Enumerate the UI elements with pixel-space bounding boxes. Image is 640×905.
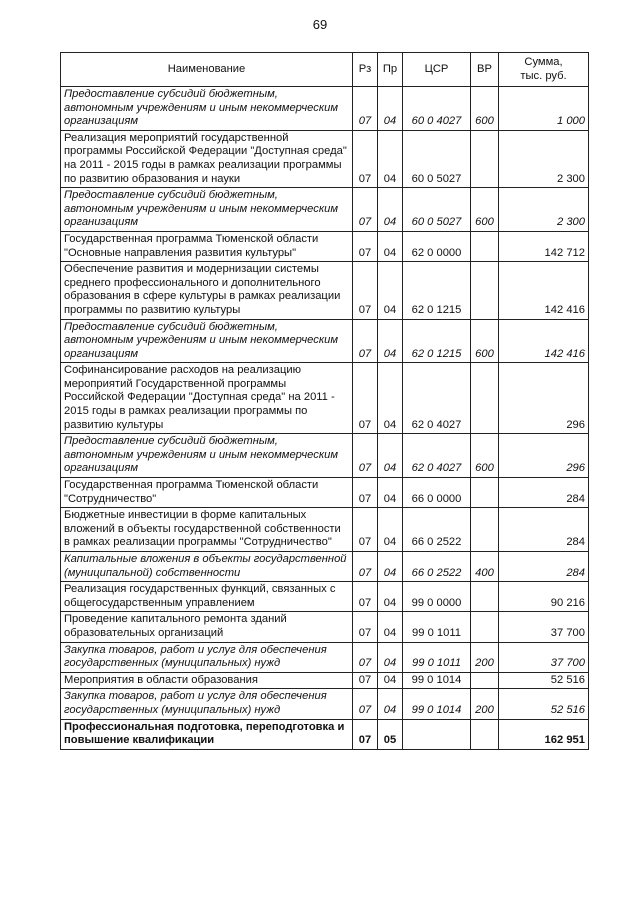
row-rz: 07 [353, 363, 378, 434]
row-sum: 52 516 [499, 689, 589, 719]
page-number: 69 [312, 17, 328, 32]
table-row [61, 582, 589, 612]
row-sum: 37 700 [499, 612, 589, 642]
row-name: Закупка товаров, работ и услуг для обеспечения государственных (муниципальных) нужд [61, 642, 353, 672]
row-sum: 2 300 [499, 188, 589, 232]
table-row [61, 319, 589, 363]
row-vr: 600 [471, 87, 499, 131]
row-pr: 05 [378, 719, 403, 749]
row-vr: 200 [471, 689, 499, 719]
row-sum: 284 [499, 478, 589, 508]
table-row [61, 231, 589, 261]
row-rz: 07 [353, 552, 378, 582]
row-pr: 04 [378, 689, 403, 719]
row-rz: 07 [353, 719, 378, 749]
row-sum: 296 [499, 434, 589, 478]
row-vr: 600 [471, 434, 499, 478]
row-csr: 99 0 1011 [403, 612, 471, 642]
row-sum: 142 712 [499, 231, 589, 261]
table-row [61, 262, 589, 319]
row-csr: 66 0 2522 [403, 552, 471, 582]
row-csr: 60 0 4027 [403, 87, 471, 131]
row-csr: 99 0 1014 [403, 672, 471, 689]
row-name: Мероприятия в области образования [61, 672, 353, 689]
budget-table [60, 52, 589, 750]
row-sum: 1 000 [499, 87, 589, 131]
row-sum: 162 951 [499, 719, 589, 749]
header-sum-line1: Сумма, [524, 55, 563, 68]
row-pr: 04 [378, 188, 403, 232]
table-row [61, 642, 589, 672]
row-pr: 04 [378, 508, 403, 552]
row-rz: 07 [353, 478, 378, 508]
row-name: Бюджетные инвестиции в форме капитальных вложений в объекты государственной собственности в рамках реализации программы "Сотрудничество" [61, 508, 353, 552]
row-csr: 62 0 4027 [403, 363, 471, 434]
row-sum: 90 216 [499, 582, 589, 612]
header-name: Наименование [61, 53, 353, 87]
row-rz: 07 [353, 262, 378, 319]
row-vr: 600 [471, 319, 499, 363]
row-rz: 07 [353, 188, 378, 232]
row-name: Предоставление субсидий бюджетным, автономным учреждениям и иным некоммерческим организациям [61, 319, 353, 363]
row-csr [403, 719, 471, 749]
row-name: Закупка товаров, работ и услуг для обеспечения государственных (муниципальных) нужд [61, 689, 353, 719]
row-rz: 07 [353, 434, 378, 478]
table-row [61, 508, 589, 552]
row-vr [471, 363, 499, 434]
table-row [61, 552, 589, 582]
row-rz: 07 [353, 672, 378, 689]
row-rz: 07 [353, 87, 378, 131]
row-vr [471, 612, 499, 642]
row-rz: 07 [353, 612, 378, 642]
row-sum: 284 [499, 552, 589, 582]
row-name: Обеспечение развития и модернизации системы среднего профессионального и дополнительного образования в сфере культуры в рамках реализации программы по развитию культуры [61, 262, 353, 319]
table-row [61, 689, 589, 719]
table-header [61, 53, 589, 87]
row-rz: 07 [353, 508, 378, 552]
header-vr: ВР [471, 53, 499, 87]
row-pr: 04 [378, 231, 403, 261]
row-name: Софинансирование расходов на реализацию мероприятий Государственной программы Российской Федерации "Доступная среда" на 2011 - 2015 годы в рамках реализации программы по развитию культуры [61, 363, 353, 434]
header-sum [499, 53, 589, 87]
row-name: Профессиональная подготовка, переподготовка и повышение квалификации [61, 719, 353, 749]
row-pr: 04 [378, 319, 403, 363]
row-name: Государственная программа Тюменской области "Основные направления развития культуры" [61, 231, 353, 261]
row-name: Реализация мероприятий государственной программы Российской Федерации "Доступная среда" на 2011 - 2015 годы в рамках реализации программы по развитию образования и науки [61, 130, 353, 187]
row-pr: 04 [378, 87, 403, 131]
row-name: Реализация государственных функций, связанных с общегосударственным управлением [61, 582, 353, 612]
row-rz: 07 [353, 231, 378, 261]
row-sum: 296 [499, 363, 589, 434]
row-sum: 37 700 [499, 642, 589, 672]
row-vr [471, 231, 499, 261]
row-vr [471, 719, 499, 749]
row-rz: 07 [353, 582, 378, 612]
row-name: Проведение капитального ремонта зданий образовательных организаций [61, 612, 353, 642]
row-name: Капитальные вложения в объекты государственной (муниципальной) собственности [61, 552, 353, 582]
row-name: Предоставление субсидий бюджетным, автономным учреждениям и иным некоммерческим организациям [61, 434, 353, 478]
row-csr: 99 0 1014 [403, 689, 471, 719]
table-row [61, 719, 589, 749]
row-pr: 04 [378, 363, 403, 434]
row-name: Государственная программа Тюменской области "Сотрудничество" [61, 478, 353, 508]
row-pr: 04 [378, 434, 403, 478]
row-pr: 04 [378, 262, 403, 319]
row-csr: 62 0 4027 [403, 434, 471, 478]
header-rz: Рз [353, 53, 378, 87]
table-body [61, 87, 589, 750]
table-row [61, 188, 589, 232]
table-row [61, 363, 589, 434]
row-vr [471, 582, 499, 612]
header-sum-line2: тыс. руб. [520, 69, 567, 82]
row-vr [471, 508, 499, 552]
row-csr: 99 0 0000 [403, 582, 471, 612]
row-sum: 142 416 [499, 319, 589, 363]
row-name: Предоставление субсидий бюджетным, автономным учреждениям и иным некоммерческим организациям [61, 188, 353, 232]
row-vr [471, 478, 499, 508]
row-csr: 62 0 1215 [403, 262, 471, 319]
row-pr: 04 [378, 130, 403, 187]
table-row [61, 612, 589, 642]
row-rz: 07 [353, 130, 378, 187]
row-vr: 200 [471, 642, 499, 672]
table-row [61, 87, 589, 131]
row-name: Предоставление субсидий бюджетным, автономным учреждениям и иным некоммерческим организациям [61, 87, 353, 131]
row-pr: 04 [378, 478, 403, 508]
row-rz: 07 [353, 642, 378, 672]
row-vr: 400 [471, 552, 499, 582]
row-csr: 60 0 5027 [403, 188, 471, 232]
row-csr: 62 0 1215 [403, 319, 471, 363]
row-pr: 04 [378, 552, 403, 582]
row-pr: 04 [378, 642, 403, 672]
row-vr [471, 130, 499, 187]
row-sum: 52 516 [499, 672, 589, 689]
table-row [61, 434, 589, 478]
row-csr: 60 0 5027 [403, 130, 471, 187]
row-csr: 62 0 0000 [403, 231, 471, 261]
row-pr: 04 [378, 672, 403, 689]
table-row [61, 672, 589, 689]
row-csr: 66 0 0000 [403, 478, 471, 508]
row-vr: 600 [471, 188, 499, 232]
row-sum: 284 [499, 508, 589, 552]
row-vr [471, 262, 499, 319]
header-pr: Пр [378, 53, 403, 87]
row-csr: 99 0 1011 [403, 642, 471, 672]
row-sum: 2 300 [499, 130, 589, 187]
row-vr [471, 672, 499, 689]
row-rz: 07 [353, 689, 378, 719]
row-csr: 66 0 2522 [403, 508, 471, 552]
row-pr: 04 [378, 612, 403, 642]
header-csr: ЦСР [403, 53, 471, 87]
row-pr: 04 [378, 582, 403, 612]
table-row [61, 478, 589, 508]
table-row [61, 130, 589, 187]
row-rz: 07 [353, 319, 378, 363]
row-sum: 142 416 [499, 262, 589, 319]
